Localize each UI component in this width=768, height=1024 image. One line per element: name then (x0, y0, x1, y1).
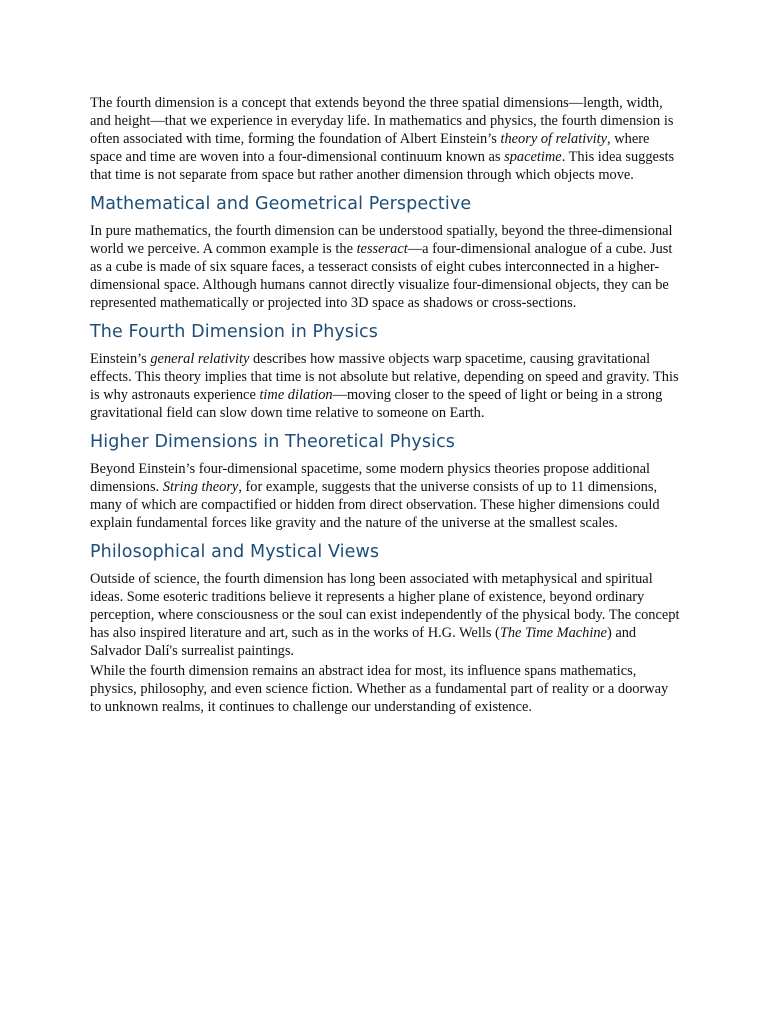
intro-term-theory-of-relativity: theory of relativity (500, 131, 608, 147)
conclusion-paragraph: While the fourth dimension remains an abstract idea for most, its influence spans mathematics, physics, philosophy, and even science fiction. Whether as a fundamental part of reality or a doorway to unknown realms, it continues to challenge our understanding of existence. (90, 663, 669, 715)
physics-text-3: —moving closer to the speed of light or being in a strong gravitational field can slow down time relative to someone on Earth. (90, 387, 663, 421)
section-paragraph-theoretical (90, 460, 680, 532)
philosophical-text-1: Outside of science, the fourth dimension has long been associated with metaphysical and spiritual ideas. Some esoteric traditions believe it represents a higher plane of existence, beyond ordinary perception, where consciousness or the soul can exist independently of the physical body. The concept has also inspired literature and art, such as in the works of H.G. Wells ( (90, 571, 680, 641)
intro-text-2: , where space and time are woven into a four-dimensional continuum known as (90, 131, 650, 165)
section-paragraph-math (90, 222, 680, 312)
section-heading-math: Mathematical and Geometrical Perspective (90, 194, 472, 214)
section-paragraph-philosophical (90, 570, 680, 660)
section-heading-philosophical: Philosophical and Mystical Views (90, 542, 380, 562)
intro-paragraph (90, 94, 680, 184)
philosophical-term-time-machine: The Time Machine (499, 625, 607, 641)
intro-text-1: The fourth dimension is a concept that extends beyond the three spatial dimensions—length, width, and height—that we experience in everyday life. In mathematics and physics, the fourth dimension is often associated with time, forming the foundation of Albert Einstein’s (90, 95, 674, 147)
section-heading-physics: The Fourth Dimension in Physics (90, 322, 378, 342)
physics-term-time-dilation: time dilation (259, 387, 333, 403)
math-term-tesseract: tesseract (356, 241, 408, 257)
section-paragraph-physics (90, 350, 680, 422)
philosophical-text-2: ) and Salvador Dalí's surrealist paintings. (90, 625, 637, 659)
physics-text-1: Einstein’s (90, 351, 151, 367)
theoretical-text-2: , for example, suggests that the universe consists of up to 11 dimensions, many of which are compactified or hidden from direct observation. These higher dimensions could explain fundamental forces like gravity and the nature of the universe at the smallest scales. (90, 479, 660, 531)
section-heading-theoretical: Higher Dimensions in Theoretical Physics (90, 432, 456, 452)
document-page (90, 94, 680, 716)
physics-text-2: describes how massive objects warp spacetime, causing gravitational effects. This theory implies that time is not absolute but relative, depending on speed and gravity. This is why astronauts experience (90, 351, 679, 403)
theoretical-term-string-theory: String theory (162, 479, 239, 495)
math-text-2: —a four-dimensional analogue of a cube. Just as a cube is made of six square faces, a tesseract consists of eight cubes interconnected in a higher-dimensional space. Although humans cannot directly visualize four-dimensional objects, they can be represented mathematically or projected into 3D space as shadows or cross-sections. (90, 241, 673, 311)
intro-text-3: . This idea suggests that time is not separate from space but rather another dimension through which objects move. (90, 149, 675, 183)
intro-term-spacetime: spacetime (504, 149, 562, 165)
math-text-1: In pure mathematics, the fourth dimension can be understood spatially, beyond the three-dimensional world we perceive. A common example is the (90, 223, 673, 257)
theoretical-text-1: Beyond Einstein’s four-dimensional spacetime, some modern physics theories propose additional dimensions. (90, 461, 651, 495)
physics-term-general-relativity: general relativity (150, 351, 250, 367)
